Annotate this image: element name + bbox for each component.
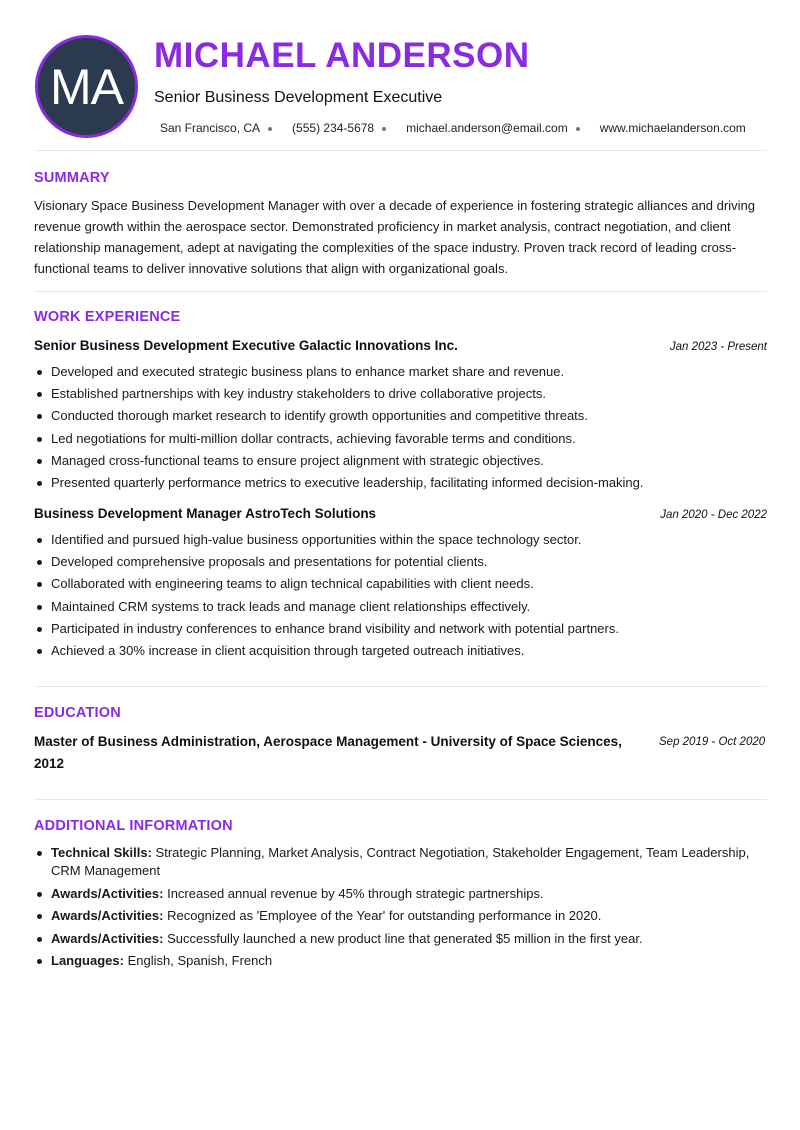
resume-header bbox=[34, 0, 767, 150]
section-divider bbox=[34, 799, 767, 800]
education-dates: Sep 2019 - Oct 2020 bbox=[659, 736, 766, 748]
website-text: www.michaelanderson.com bbox=[599, 121, 746, 135]
job-header bbox=[34, 338, 767, 353]
list-item bbox=[34, 885, 767, 903]
contact-phone[interactable] bbox=[292, 121, 406, 135]
education-degree: Master of Business Administration, Aerospace Management - University of Space Sciences, 2012 bbox=[34, 734, 622, 771]
job-bullets bbox=[34, 529, 767, 662]
item-label: Awards/Activities: bbox=[51, 930, 164, 946]
list-item bbox=[34, 907, 767, 925]
job-dates: Jan 2023 - Present bbox=[669, 341, 767, 353]
list-item bbox=[34, 952, 767, 970]
education-heading: EDUCATION bbox=[34, 705, 121, 721]
list-item: Identified and pursued high-value business opportunities within the space technology sector. bbox=[34, 529, 767, 551]
job-header bbox=[34, 506, 767, 521]
contact-info bbox=[160, 121, 746, 135]
item-label: Languages: bbox=[51, 953, 124, 968]
job-role-company: Business Development Manager AstroTech Solutions bbox=[34, 506, 377, 521]
contact-email[interactable] bbox=[406, 121, 600, 135]
item-label: Awards/Activities: bbox=[51, 885, 164, 901]
list-item: Maintained CRM systems to track leads and manage client relationships effectively. bbox=[34, 596, 767, 618]
list-item bbox=[34, 930, 767, 948]
section-divider bbox=[34, 291, 767, 292]
item-label: Technical Skills: bbox=[51, 845, 152, 860]
item-text: Strategic Planning, Market Analysis, Contract Negotiation, Stakeholder Engagement, Team Leadership, CRM Management bbox=[51, 845, 750, 878]
avatar-initials: MA bbox=[50, 58, 123, 115]
email-text: michael.anderson@email.com bbox=[406, 121, 568, 135]
list-item: Achieved a 30% increase in client acquisition through targeted outreach initiatives. bbox=[34, 640, 767, 662]
list-item: Led negotiations for multi-million dollar contracts, achieving favorable terms and conditions. bbox=[34, 428, 767, 450]
item-text: Increased annual revenue by 45% through strategic partnerships. bbox=[163, 885, 544, 901]
list-item: Established partnerships with key industry stakeholders to drive collaborative projects. bbox=[34, 383, 767, 405]
section-divider bbox=[34, 686, 767, 687]
item-text: Successfully launched a new product line that generated $5 million in the first year. bbox=[163, 930, 643, 946]
list-item: Managed cross-functional teams to ensure project alignment with strategic objectives. bbox=[34, 450, 767, 472]
education-entry bbox=[34, 731, 767, 775]
item-text: Recognized as 'Employee of the Year' for outstanding performance in 2020. bbox=[163, 908, 602, 923]
item-text: English, Spanish, French bbox=[123, 953, 273, 968]
list-item: Collaborated with engineering teams to align technical capabilities with client needs. bbox=[34, 573, 767, 595]
list-item: Conducted thorough market research to identify growth opportunities and competitive threats. bbox=[34, 405, 767, 427]
job-role-company: Senior Business Development Executive Galactic Innovations Inc. bbox=[34, 338, 458, 353]
separator-dot-icon bbox=[268, 127, 272, 131]
list-item bbox=[34, 844, 767, 880]
summary-heading: SUMMARY bbox=[34, 170, 110, 186]
additional-info-heading: ADDITIONAL INFORMATION bbox=[34, 818, 233, 834]
job-bullets bbox=[34, 361, 767, 494]
location-text: San Francisco, CA bbox=[160, 121, 261, 135]
job-dates: Jan 2020 - Dec 2022 bbox=[660, 509, 767, 521]
list-item: Developed and executed strategic business plans to enhance market share and revenue. bbox=[34, 361, 767, 383]
section-divider bbox=[34, 150, 767, 151]
resume-page bbox=[34, 0, 767, 968]
list-item: Developed comprehensive proposals and presentations for potential clients. bbox=[34, 551, 767, 573]
summary-text: Visionary Space Business Development Manager with over a decade of experience in fostering strategic alliances and driving revenue growth within the aerospace sector. Demonstrated proficiency in market analysis, contract negotiation, and client relationship management, adept at navigating the complexities of the space industry. Proven track record of leading cross-functional teams to deliver innovative solutions that align with organizational goals. bbox=[34, 198, 755, 276]
avatar bbox=[35, 35, 138, 138]
list-item: Participated in industry conferences to enhance brand visibility and network with potential partners. bbox=[34, 618, 767, 640]
contact-website[interactable] bbox=[600, 121, 746, 135]
candidate-title: Senior Business Development Executive bbox=[154, 89, 443, 106]
list-item: Presented quarterly performance metrics to executive leadership, facilitating informed decision-making. bbox=[34, 472, 767, 494]
item-label: Awards/Activities: bbox=[51, 908, 164, 923]
separator-dot-icon bbox=[382, 127, 386, 131]
phone-text: (555) 234-5678 bbox=[292, 121, 375, 135]
candidate-name: MICHAEL ANDERSON bbox=[154, 36, 530, 75]
additional-info-list bbox=[34, 844, 767, 975]
contact-location bbox=[160, 121, 292, 135]
separator-dot-icon bbox=[576, 127, 580, 131]
work-experience-heading: WORK EXPERIENCE bbox=[34, 309, 181, 325]
